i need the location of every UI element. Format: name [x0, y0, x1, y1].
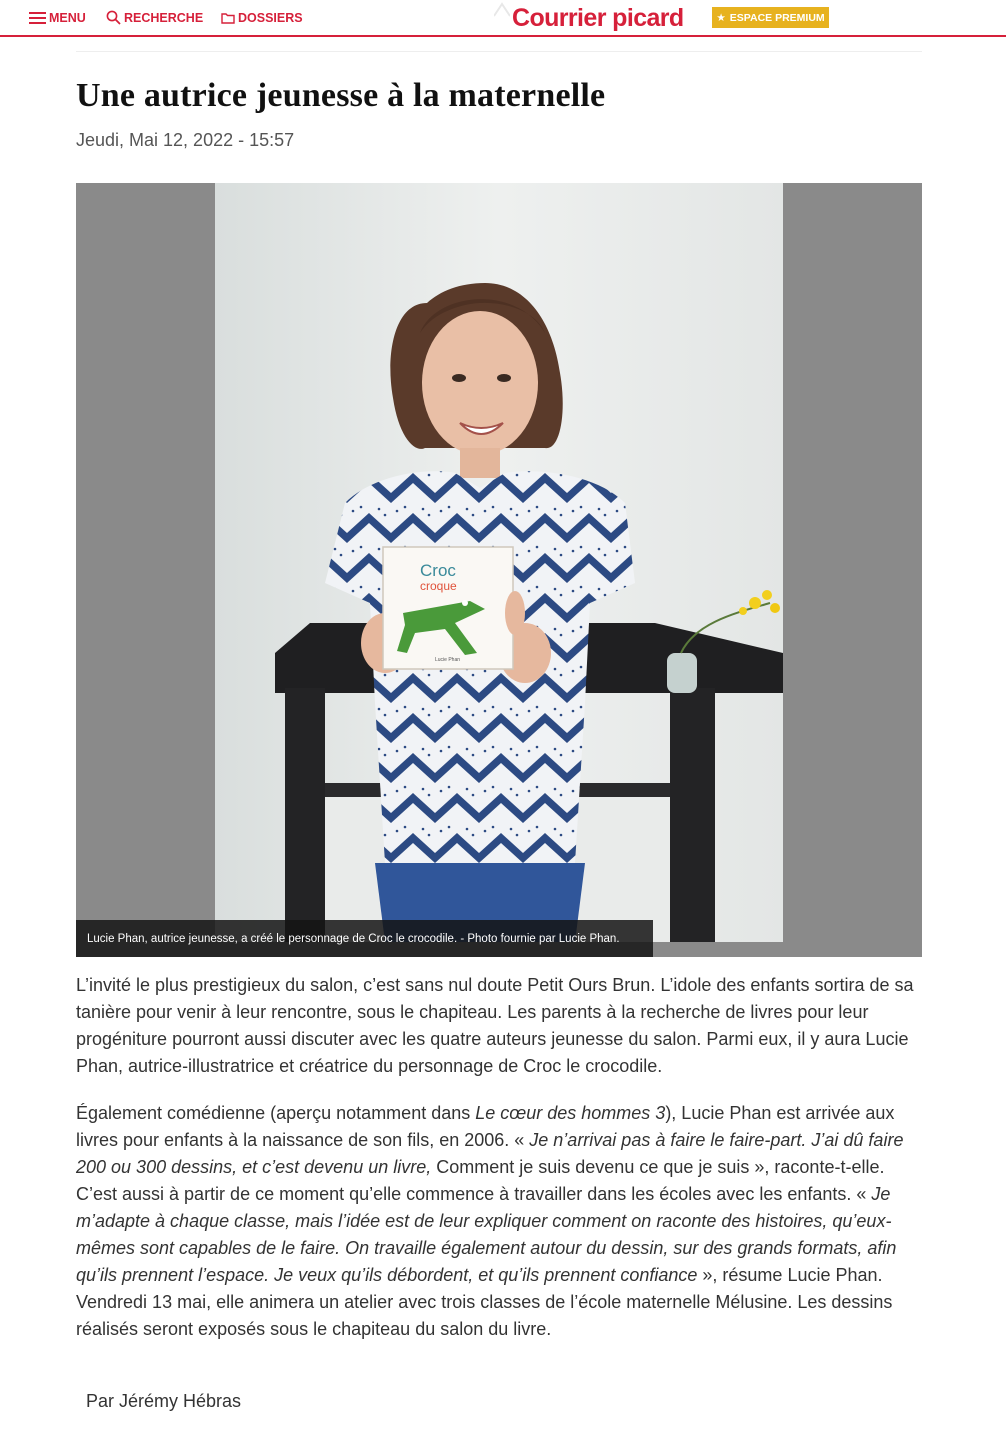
- folder-icon: [221, 12, 235, 24]
- book-title-1: Croc: [420, 561, 456, 580]
- article-date: Jeudi, Mai 12, 2022 - 15:57: [76, 130, 295, 150]
- book-author: Lucie Phan: [435, 657, 461, 663]
- article-body: [76, 972, 926, 1363]
- image-caption: Lucie Phan, autrice jeunesse, a créé le personnage de Croc le crocodile. - Photo fournie par Lucie Phan.: [76, 920, 653, 957]
- paragraph-2: Également comédienne (aperçu notamment dans Le cœur des hommes 3), Lucie Phan est arrivée aux livres pour enfants à la naissance de son fils, en 2006. « Je n’arrivai pas à faire le faire-part. J’ai dû faire 200 ou 300 dessins, et c’est devenu un livre, Comment je suis devenu ce que je suis », raconte-t-elle. C’est aussi à partir de ce moment qu’elle commence à travailler dans les écoles avec les enfants. « Je m’adapte à chaque classe, mais l’idée est de leur expliquer comment on raconte des histoires, qu’eux-mêmes sont capables de le faire. On travaille également autour du dessin, sur des grands formats, afin qu’ils prennent l’espace. Je veux qu’ils débordent, et qu’ils prennent confiance », résume Lucie Phan. Vendredi 13 mai, elle animera un atelier avec trois classes de l’école maternelle Mélusine. Les dessins réalisés seront exposés sous le chapiteau du salon du livre.: [76, 1103, 904, 1339]
- divider: [76, 51, 922, 52]
- hamburger-icon: [29, 12, 46, 24]
- paragraph-1: L’invité le plus prestigieux du salon, c’est sans nul doute Petit Ours Brun. L’idole des enfants sortira de sa tanière pour venir à leur rencontre, sous le chapiteau. Les parents à la recherche de livres pour leur progéniture pourront aussi discuter avec les quatre auteurs jeunesse du salon. Parmi eux, il y aura Lucie Phan, autrice-illustratrice et créatrice du personnage de Croc le crocodile.: [76, 975, 914, 1076]
- article-title: Une autrice jeunesse à la maternelle: [76, 77, 606, 114]
- premium-label: ESPACE PREMIUM: [729, 11, 825, 24]
- search-button[interactable]: [106, 0, 203, 35]
- search-icon: [106, 10, 121, 25]
- quote-2: Je m’adapte à chaque classe, mais l’idée est de leur expliquer comment on raconte des histoires, qu’eux-mêmes sont capables de le faire. On travaille également autour du dessin, sur des grands formats, afin qu’ils prennent l’espace. Je veux qu’ils débordent, et qu’ils prennent confiance: [76, 1184, 897, 1285]
- star-icon: ★: [716, 11, 726, 24]
- brand-mark-icon: [494, 2, 510, 18]
- search-label: RECHERCHE: [124, 10, 204, 25]
- folders-button[interactable]: [221, 0, 303, 35]
- film-title: Le cœur des hommes 3: [475, 1103, 666, 1123]
- quote-1: Je n’arrivai pas à faire le faire-part. J’ai dû faire 200 ou 300 dessins, et c’est devenu un livre,: [76, 1130, 904, 1177]
- menu-button[interactable]: [29, 0, 86, 35]
- folders-label: DOSSIERS: [238, 10, 303, 25]
- book-title-2: croque: [420, 579, 457, 593]
- premium-button[interactable]: [712, 7, 829, 28]
- top-navigation-bar: [0, 0, 1006, 37]
- menu-label: MENU: [49, 10, 86, 25]
- article-byline: Par Jérémy Hébras: [86, 1391, 242, 1411]
- photo-illustration: [215, 183, 783, 942]
- article-image-frame: [76, 183, 922, 957]
- brand-logo[interactable]: Courrier picard: [512, 3, 684, 32]
- article-photo: [215, 183, 783, 942]
